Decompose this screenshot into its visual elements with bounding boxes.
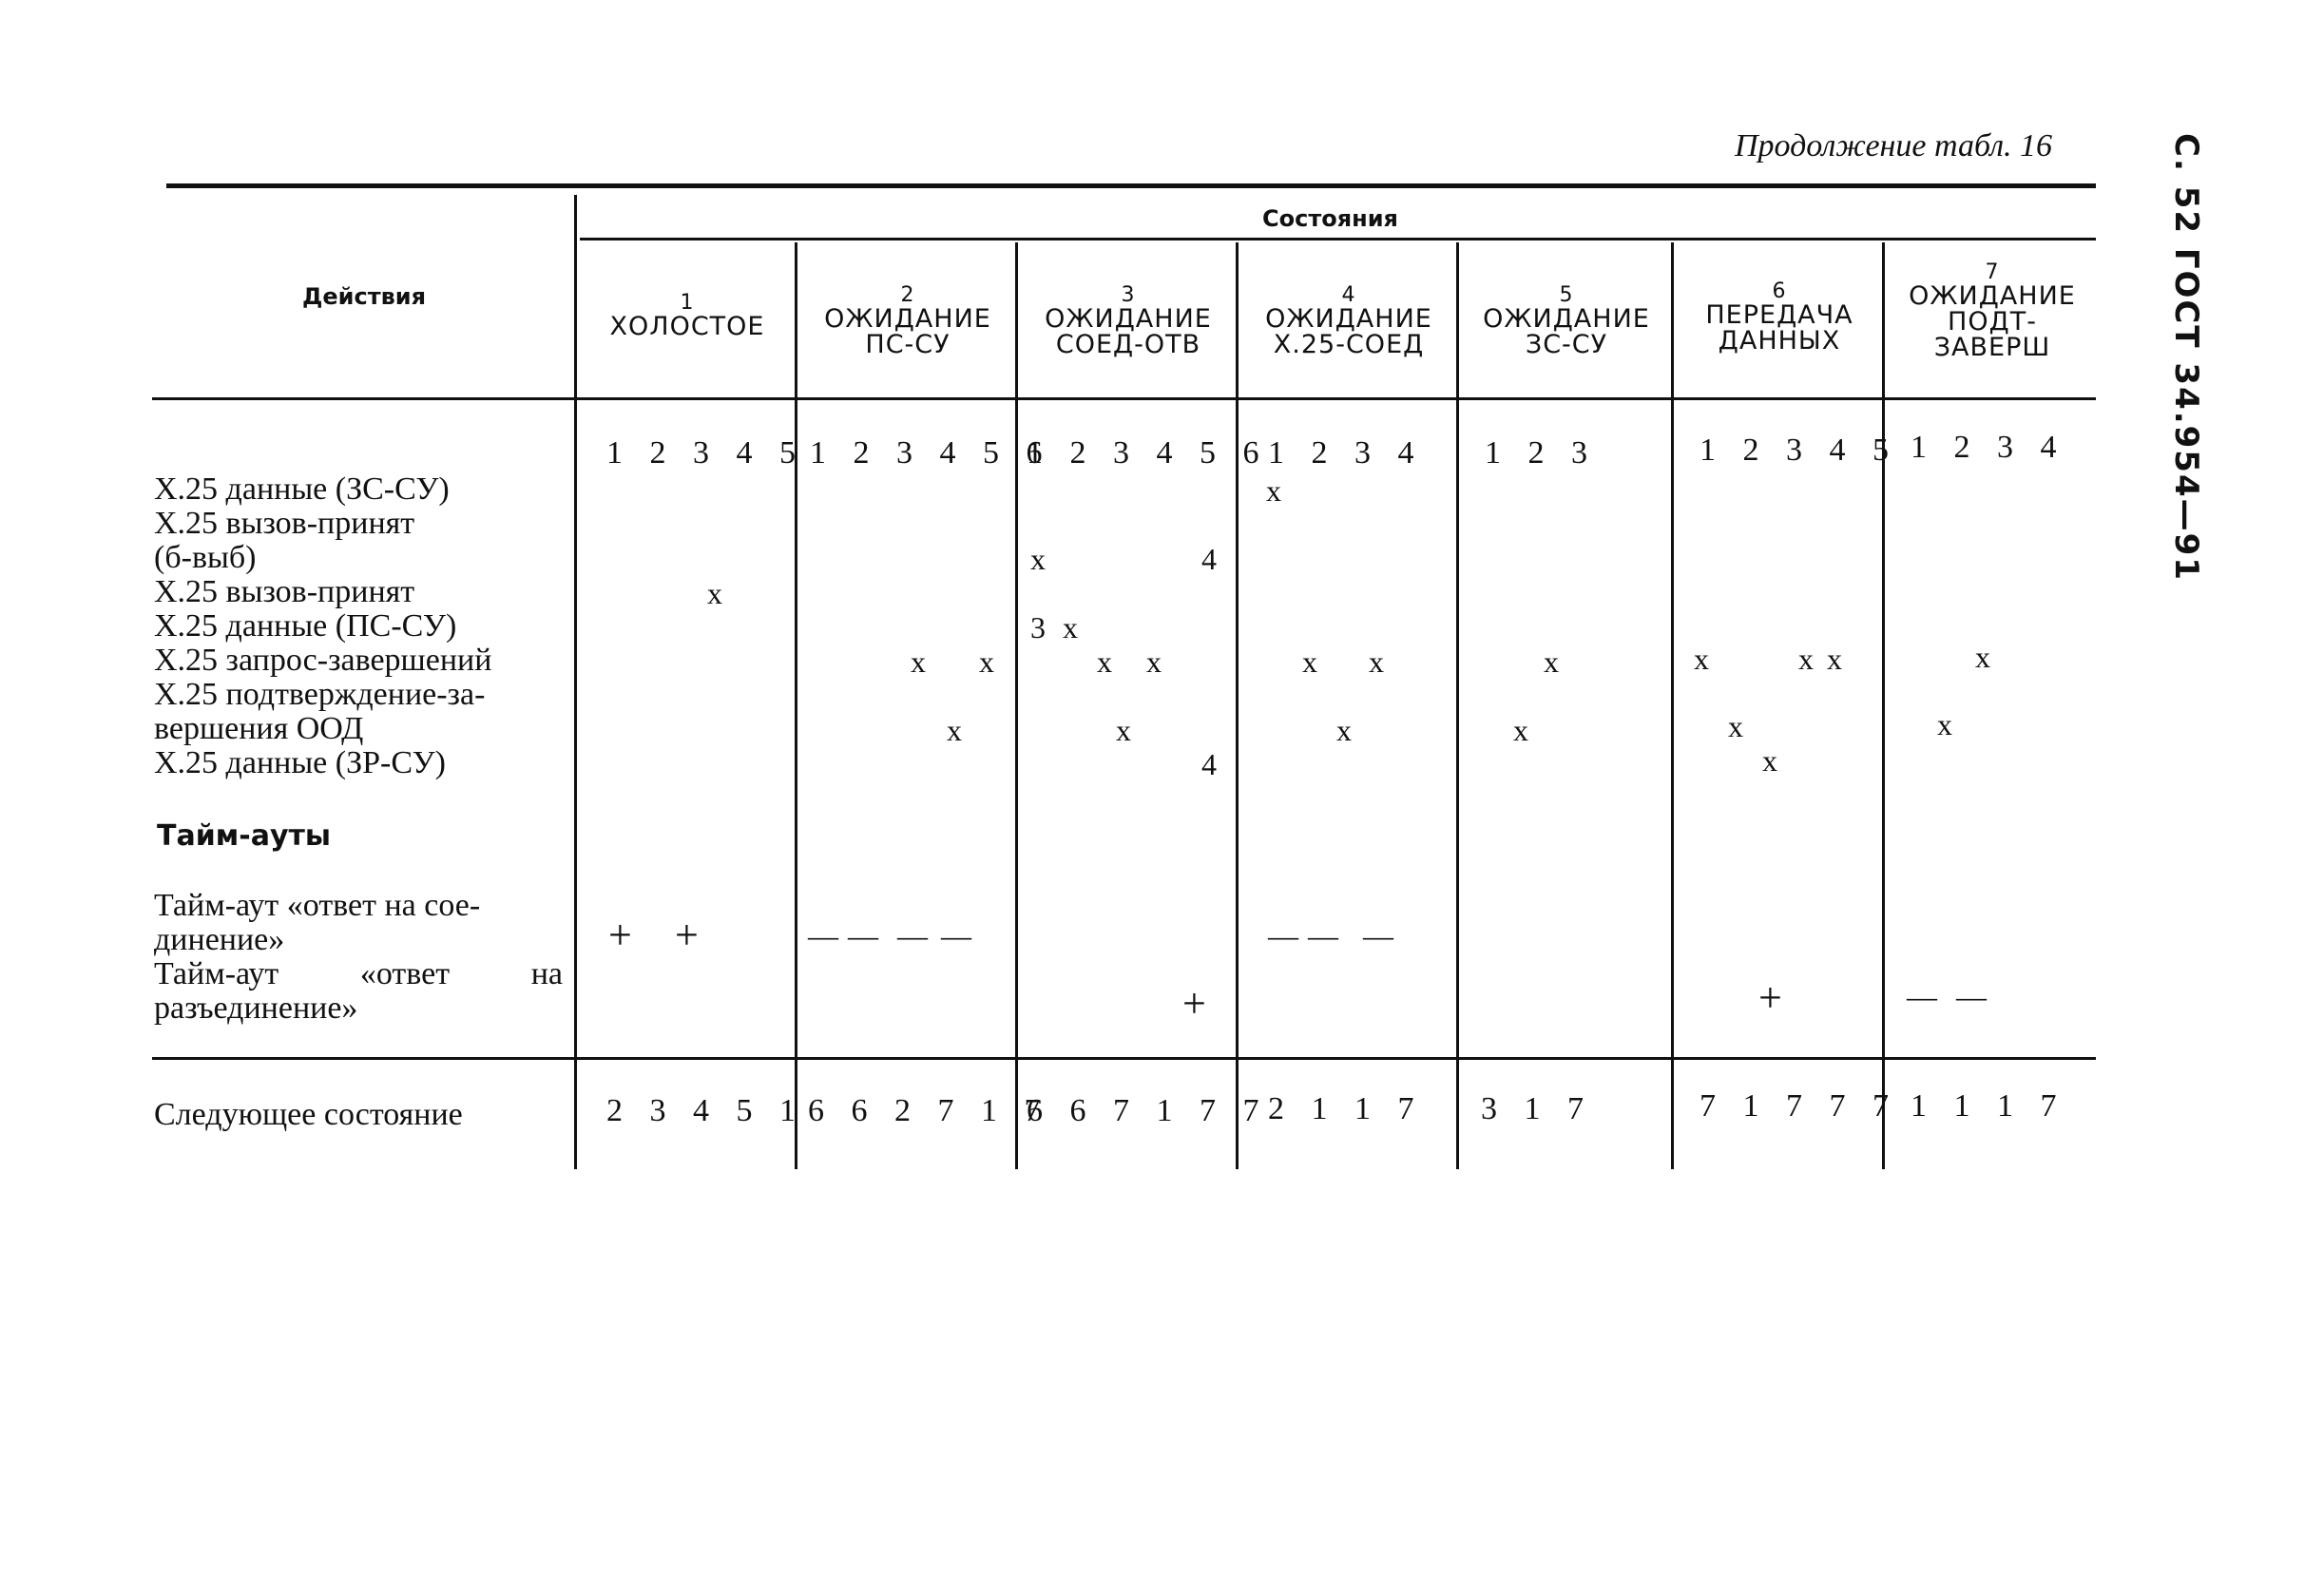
mark-x: x — [1975, 640, 1990, 674]
mark-x: x — [947, 713, 962, 747]
col-divider-0 — [574, 195, 577, 1169]
mark-plus: + — [1182, 980, 1206, 1027]
states-header: Состояния — [1262, 205, 1398, 232]
header-bottom-rule — [152, 397, 2096, 400]
next-state-7: 1 1 1 7 — [1911, 1088, 2066, 1124]
timeout-label-2b: разъединение» — [154, 990, 358, 1026]
mark-x: x — [1694, 642, 1709, 676]
action-label-3: (б-выб) — [154, 540, 257, 575]
next-state-3: 6 6 7 1 7 7 — [1027, 1093, 1269, 1128]
table-caption: Продолжение табл. 16 — [1735, 128, 2053, 163]
action-label-5: X.25 данные (ПС-СУ) — [154, 608, 457, 644]
mark-dash: — — [848, 918, 882, 952]
mark-x: x — [1728, 709, 1743, 743]
col-divider-5 — [1671, 242, 1674, 1169]
state-header-7: 7 ОЖИДАНИЕ ПОДТ- ЗАВЕРШ — [1909, 260, 2076, 362]
next-state-1: 2 3 4 5 1 — [606, 1093, 805, 1128]
mark-number: 4 — [1201, 747, 1217, 781]
top-rule — [166, 183, 2096, 188]
next-state-2: 6 6 2 7 1 7 — [808, 1093, 1050, 1128]
timeout-label-1a: Тайм-аут «ответ на сое- — [154, 888, 481, 923]
mark-x: x — [1146, 644, 1162, 679]
mark-dash: — — [808, 918, 842, 952]
state-header-2: 2 ОЖИДАНИЕ ПС-СУ — [824, 283, 991, 359]
mark-x: x — [979, 644, 994, 679]
action-label-4: X.25 вызов-принят — [154, 574, 415, 609]
mark-number: 3 — [1030, 610, 1046, 644]
states-rule — [580, 238, 2096, 240]
timeouts-header: Тайм-ауты — [157, 819, 332, 853]
action-label-6: X.25 запрос-завершений — [154, 643, 492, 678]
col-divider-4 — [1456, 242, 1459, 1169]
mark-plus: + — [608, 912, 632, 958]
mark-x: x — [1762, 743, 1777, 778]
col-divider-6 — [1882, 242, 1885, 1169]
subcols-state-4: 1 2 3 4 — [1268, 435, 1424, 471]
subcols-state-5: 1 2 3 — [1485, 435, 1597, 471]
mark-x: x — [1266, 473, 1281, 508]
action-label-2: X.25 вызов-принят — [154, 506, 415, 541]
mark-dash: — — [1907, 979, 1941, 1013]
next-state-label: Следующее состояние — [154, 1097, 463, 1132]
mark-dash: — — [1268, 918, 1302, 952]
mark-x: x — [1513, 713, 1528, 747]
subcols-state-2: 1 2 3 4 5 6 — [810, 435, 1052, 471]
state-header-1: 1 ХОЛОСТОЕ — [609, 291, 765, 341]
next-state-4: 2 1 1 7 — [1268, 1091, 1424, 1126]
mark-number: 4 — [1201, 542, 1217, 576]
state-header-4: 4 ОЖИДАНИЕ Х.25-СОЕД — [1265, 283, 1432, 359]
state-header-5: 5 ОЖИДАНИЕ ЗС-СУ — [1483, 283, 1650, 359]
action-label-7: X.25 подтверждение-за- — [154, 677, 486, 712]
mark-x: x — [1369, 644, 1384, 679]
next-state-6: 7 1 7 7 7 — [1700, 1088, 1898, 1124]
subcols-state-1: 1 2 3 4 5 — [606, 435, 805, 471]
col-divider-3 — [1236, 242, 1239, 1169]
mark-x: x — [707, 576, 722, 610]
mark-dash: — — [1363, 918, 1397, 952]
subcols-state-3: 1 2 3 4 5 6 — [1027, 435, 1269, 471]
action-label-1: X.25 данные (ЗС-СУ) — [154, 471, 450, 507]
next-state-5: 3 1 7 — [1481, 1091, 1593, 1126]
mark-plus: + — [1758, 974, 1782, 1021]
mark-dash: — — [941, 918, 975, 952]
page-side-label: С. 52 ГОСТ 34.954—91 — [2167, 133, 2205, 582]
col-divider-2 — [1015, 242, 1018, 1169]
actions-header: Действия — [302, 283, 427, 310]
mark-x: x — [1302, 644, 1317, 679]
mark-x: x — [1336, 713, 1352, 747]
mark-x: x — [1827, 642, 1842, 676]
mark-dash: — — [897, 918, 932, 952]
subcols-state-6: 1 2 3 4 5 — [1700, 433, 1898, 468]
mark-x: x — [1937, 707, 1952, 741]
mark-x: x — [1544, 644, 1559, 679]
action-label-9: X.25 данные (ЗР-СУ) — [154, 745, 446, 780]
mark-x: x — [1030, 542, 1046, 576]
body-bottom-rule — [152, 1057, 2096, 1060]
action-label-8: вершения ООД — [154, 711, 364, 746]
mark-x: x — [1798, 642, 1814, 676]
timeout-label-1b: динение» — [154, 922, 285, 957]
mark-x: x — [911, 644, 926, 679]
col-divider-1 — [795, 242, 797, 1169]
mark-plus: + — [675, 912, 699, 958]
subcols-state-7: 1 2 3 4 — [1911, 430, 2066, 465]
state-header-6: 6 ПЕРЕДАЧА ДАННЫХ — [1705, 279, 1853, 356]
state-header-3: 3 ОЖИДАНИЕ СОЕД-ОТВ — [1045, 283, 1212, 359]
mark-x: x — [1097, 644, 1112, 679]
mark-x: x — [1116, 713, 1131, 747]
mark-dash: — — [1956, 979, 1990, 1013]
mark-dash: — — [1308, 918, 1342, 952]
timeout-label-2a: Тайм-аут «ответ на — [154, 956, 563, 991]
mark-x: x — [1063, 610, 1078, 644]
